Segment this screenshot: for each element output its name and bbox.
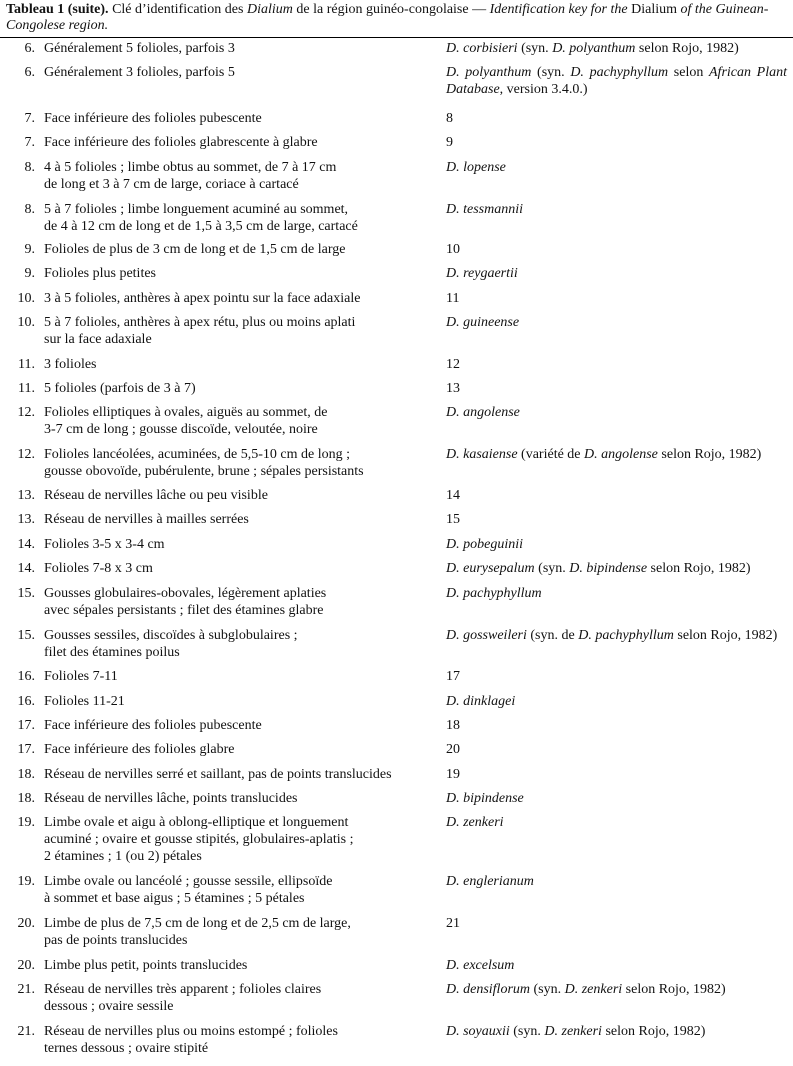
species-name: D. pobeguinii [446, 537, 523, 552]
result-text: selon Rojo, 1982) [673, 628, 778, 643]
key-character-description [44, 110, 436, 127]
result-text: , version 3.4.0.) [499, 82, 588, 97]
key-result [446, 741, 787, 758]
key-result [446, 790, 787, 807]
result-text: 20 [446, 742, 460, 757]
result-text: 15 [446, 512, 460, 527]
result-text: 11 [446, 291, 460, 306]
key-character-description [44, 201, 436, 235]
key-step-number: 6. [24, 41, 35, 56]
result-text: 8 [446, 111, 453, 126]
description-line: Réseau de nervilles lâche ou peu visible [44, 488, 268, 503]
key-character-description [44, 314, 436, 348]
key-result [446, 511, 787, 528]
description-line: acuminé ; ovaire et gousse stipités, globulaires-aplatis ; [44, 832, 354, 847]
species-name: D. bipindense [569, 561, 648, 576]
key-step-number: 20. [17, 958, 35, 973]
result-text: (syn. [509, 1024, 545, 1039]
key-step-number: 6. [24, 65, 35, 80]
description-line: Limbe ovale ou lancéolé ; gousse sessile, ellipsoïde [44, 874, 333, 889]
key-step-number: 13. [17, 488, 35, 503]
key-character-description [44, 957, 436, 974]
key-step-number: 16. [17, 669, 35, 684]
description-line: Face inférieure des folioles glabrescente à glabre [44, 135, 318, 150]
result-text: 9 [446, 135, 453, 150]
key-step-number: 19. [17, 874, 35, 889]
key-step-number: 10. [17, 291, 35, 306]
caption-label: Tableau 1 (suite). [6, 2, 109, 17]
species-name: D. englerianum [446, 874, 534, 889]
species-name: D. corbisieri [446, 41, 518, 56]
key-character-description [44, 265, 436, 282]
species-name: D. eurysepalum [446, 561, 535, 576]
description-line: Réseau de nervilles lâche, points translucides [44, 791, 298, 806]
description-line: avec sépales persistants ; filet des étamines glabre [44, 603, 324, 618]
key-result [446, 404, 787, 421]
key-result [446, 64, 787, 98]
description-line: Gousses globulaires-obovales, légèrement aplaties [44, 586, 327, 601]
description-line: Folioles elliptiques à ovales, aiguës au sommet, de [44, 405, 328, 420]
species-name: D. angolense [584, 447, 658, 462]
key-result [446, 314, 787, 331]
key-result [446, 957, 787, 974]
key-character-description [44, 40, 436, 57]
species-name: D. angolense [446, 405, 520, 420]
caption-fr-a: Clé d’identification des [108, 2, 247, 17]
description-line: pas de points translucides [44, 933, 188, 948]
key-step-number: 10. [17, 315, 35, 330]
result-text: 18 [446, 718, 460, 733]
key-step-number: 15. [17, 628, 35, 643]
description-line: Folioles 3-5 x 3-4 cm [44, 537, 165, 552]
species-name: D. polyanthum [446, 65, 532, 80]
key-character-description [44, 134, 436, 151]
result-text: 14 [446, 488, 460, 503]
result-text: 12 [446, 357, 460, 372]
key-step-number: 12. [17, 405, 35, 420]
description-line: Face inférieure des folioles pubescente [44, 718, 262, 733]
key-character-description [44, 668, 436, 685]
key-step-number: 11. [18, 381, 35, 396]
result-text: (syn. [531, 65, 571, 80]
key-step-number: 17. [17, 742, 35, 757]
species-name: D. pachyphyllum [578, 628, 674, 643]
key-result [446, 134, 787, 151]
species-name: D. lopense [446, 160, 506, 175]
description-line: 3-7 cm de long ; gousse discoïde, veloutée, noire [44, 422, 318, 437]
species-name: D. pachyphyllum [570, 65, 669, 80]
description-line: 5 folioles (parfois de 3 à 7) [44, 381, 196, 396]
key-step-number: 21. [17, 1024, 35, 1039]
key-step-number: 14. [17, 537, 35, 552]
description-line: Réseau de nervilles plus ou moins estompé ; folioles [44, 1024, 338, 1039]
description-line: 4 à 5 folioles ; limbe obtus au sommet, de 7 à 17 cm [44, 160, 337, 175]
result-text: selon Rojo, 1982) [601, 1024, 706, 1039]
key-result [446, 290, 787, 307]
key-result [446, 265, 787, 282]
caption-fr-genus: Dialium [246, 2, 293, 17]
key-step-number: 7. [24, 111, 35, 126]
species-name: D. zenkeri [564, 982, 623, 997]
key-character-description [44, 356, 436, 373]
caption-en-b: of the Guinean-Congolese region. [6, 2, 769, 33]
key-result [446, 446, 787, 463]
key-result [446, 627, 787, 644]
species-name: D. reygaertii [446, 266, 518, 281]
result-text: selon [668, 65, 709, 80]
description-line: dessous ; ovaire sessile [44, 999, 174, 1014]
key-step-number: 19. [17, 815, 35, 830]
key-step-number: 18. [17, 767, 35, 782]
description-line: Folioles lancéolées, acuminées, de 5,5-10 cm de long ; [44, 447, 350, 462]
key-character-description [44, 241, 436, 258]
description-line: 2 étamines ; 1 (ou 2) pétales [44, 849, 202, 864]
key-step-number: 17. [17, 718, 35, 733]
key-character-description [44, 766, 436, 783]
description-line: Limbe de plus de 7,5 cm de long et de 2,5 cm de large, [44, 916, 351, 931]
key-character-description [44, 159, 436, 193]
key-character-description [44, 717, 436, 734]
key-character-description [44, 873, 436, 907]
result-text: (syn. [534, 561, 570, 576]
description-line: ternes dessous ; ovaire stipité [44, 1041, 209, 1056]
key-result [446, 915, 787, 932]
key-result [446, 110, 787, 127]
species-name: D. kasaiense [446, 447, 518, 462]
key-step-number: 7. [24, 135, 35, 150]
species-name: African Plant Database [446, 65, 787, 97]
description-line: de long et 3 à 7 cm de large, coriace à cartacé [44, 177, 299, 192]
result-text: selon Rojo, 1982) [622, 982, 726, 997]
description-line: filet des étamines poilus [44, 645, 180, 660]
description-line: Généralement 3 folioles, parfois 5 [44, 65, 235, 80]
key-step-number: 12. [17, 447, 35, 462]
table-top-rule [0, 37, 793, 38]
species-name: D. zenkeri [446, 815, 504, 830]
result-text: (syn. de [526, 628, 579, 643]
description-line: Limbe ovale et aigu à oblong-elliptique et longuement [44, 815, 349, 830]
description-line: Folioles 11-21 [44, 694, 125, 709]
description-line: Folioles plus petites [44, 266, 156, 281]
key-result [446, 536, 787, 553]
key-character-description [44, 981, 436, 1015]
key-result [446, 159, 787, 176]
description-line: 5 à 7 folioles, anthères à apex rétu, plus ou moins aplati [44, 315, 356, 330]
caption-fr-b: de la région guinéo-congolaise — [292, 2, 490, 17]
result-text: selon Rojo, 1982) [635, 41, 739, 56]
species-name: D. soyauxii [446, 1024, 510, 1039]
description-line: Gousses sessiles, discoïdes à subglobulaires ; [44, 628, 298, 643]
key-result [446, 241, 787, 258]
key-character-description [44, 560, 436, 577]
key-character-description [44, 536, 436, 553]
result-text: 19 [446, 767, 460, 782]
species-name: D. tessmannii [446, 202, 523, 217]
key-character-description [44, 290, 436, 307]
result-text: (variété de [517, 447, 585, 462]
species-name: D. dinklagei [446, 694, 516, 709]
key-step-number: 16. [17, 694, 35, 709]
species-name: D. guineense [446, 315, 520, 330]
description-line: Folioles de plus de 3 cm de long et de 1,5 cm de large [44, 242, 346, 257]
key-step-number: 8. [24, 160, 35, 175]
key-result [446, 668, 787, 685]
key-step-number: 21. [17, 982, 35, 997]
key-step-number: 15. [17, 586, 35, 601]
key-character-description [44, 741, 436, 758]
key-character-description [44, 1023, 436, 1057]
description-line: de 4 à 12 cm de long et de 1,5 à 3,5 cm de large, cartacé [44, 219, 358, 234]
key-character-description [44, 627, 436, 661]
description-line: Réseau de nervilles serré et saillant, pas de points translucides [44, 767, 392, 782]
result-text: 17 [446, 669, 460, 684]
key-result [446, 380, 787, 397]
caption-en-a: Identification key for the [489, 2, 632, 17]
species-name: D. bipindense [446, 791, 524, 806]
result-text: (syn. [517, 41, 553, 56]
description-line: 5 à 7 folioles ; limbe longuement acuminé au sommet, [44, 202, 349, 217]
description-line: Réseau de nervilles très apparent ; folioles claires [44, 982, 322, 997]
key-result [446, 981, 787, 998]
key-result [446, 487, 787, 504]
key-character-description [44, 790, 436, 807]
key-character-description [44, 585, 436, 619]
key-character-description [44, 446, 436, 480]
key-result [446, 717, 787, 734]
species-name: D. pachyphyllum [446, 586, 542, 601]
species-name: D. densiflorum [446, 982, 530, 997]
key-result [446, 873, 787, 890]
caption-en-genus: Dialium [631, 2, 677, 17]
key-step-number: 11. [18, 357, 35, 372]
description-line: Face inférieure des folioles glabre [44, 742, 235, 757]
description-line: Folioles 7-11 [44, 669, 118, 684]
key-step-number: 8. [24, 202, 35, 217]
species-name: D. excelsum [446, 958, 515, 973]
species-name: D. polyanthum [552, 41, 636, 56]
species-name: D. zenkeri [544, 1024, 602, 1039]
key-result [446, 560, 787, 577]
key-character-description [44, 915, 436, 949]
key-step-number: 14. [17, 561, 35, 576]
result-text: 13 [446, 381, 460, 396]
key-result [446, 693, 787, 710]
key-result [446, 356, 787, 373]
description-line: sur la face adaxiale [44, 332, 152, 347]
key-result [446, 40, 787, 57]
key-step-number: 13. [17, 512, 35, 527]
result-text: (syn. [530, 982, 565, 997]
key-character-description [44, 380, 436, 397]
result-text: selon Rojo, 1982) [647, 561, 751, 576]
key-result [446, 1023, 787, 1040]
description-line: gousse obovoïde, pubérulente, brune ; sépales persistants [44, 464, 364, 479]
result-text: 21 [446, 916, 460, 931]
description-line: Folioles 7-8 x 3 cm [44, 561, 153, 576]
key-step-number: 9. [24, 266, 35, 281]
description-line: Face inférieure des folioles pubescente [44, 111, 262, 126]
key-result [446, 201, 787, 218]
description-line: 3 folioles [44, 357, 97, 372]
key-character-description [44, 693, 436, 710]
key-result [446, 814, 787, 831]
key-step-number: 18. [17, 791, 35, 806]
description-line: à sommet et base aigus ; 5 étamines ; 5 pétales [44, 891, 305, 906]
key-step-number: 9. [24, 242, 35, 257]
key-result [446, 766, 787, 783]
description-line: Réseau de nervilles à mailles serrées [44, 512, 249, 527]
key-character-description [44, 64, 436, 81]
key-character-description [44, 487, 436, 504]
key-character-description [44, 814, 436, 865]
description-line: Généralement 5 folioles, parfois 3 [44, 41, 235, 56]
result-text: 10 [446, 242, 460, 257]
table-caption [6, 2, 790, 34]
description-line: 3 à 5 folioles, anthères à apex pointu sur la face adaxiale [44, 291, 361, 306]
key-result [446, 585, 787, 602]
key-character-description [44, 404, 436, 438]
description-line: Limbe plus petit, points translucides [44, 958, 248, 973]
key-character-description [44, 511, 436, 528]
result-text: selon Rojo, 1982) [657, 447, 762, 462]
key-step-number: 20. [17, 916, 35, 931]
species-name: D. gossweileri [446, 628, 527, 643]
